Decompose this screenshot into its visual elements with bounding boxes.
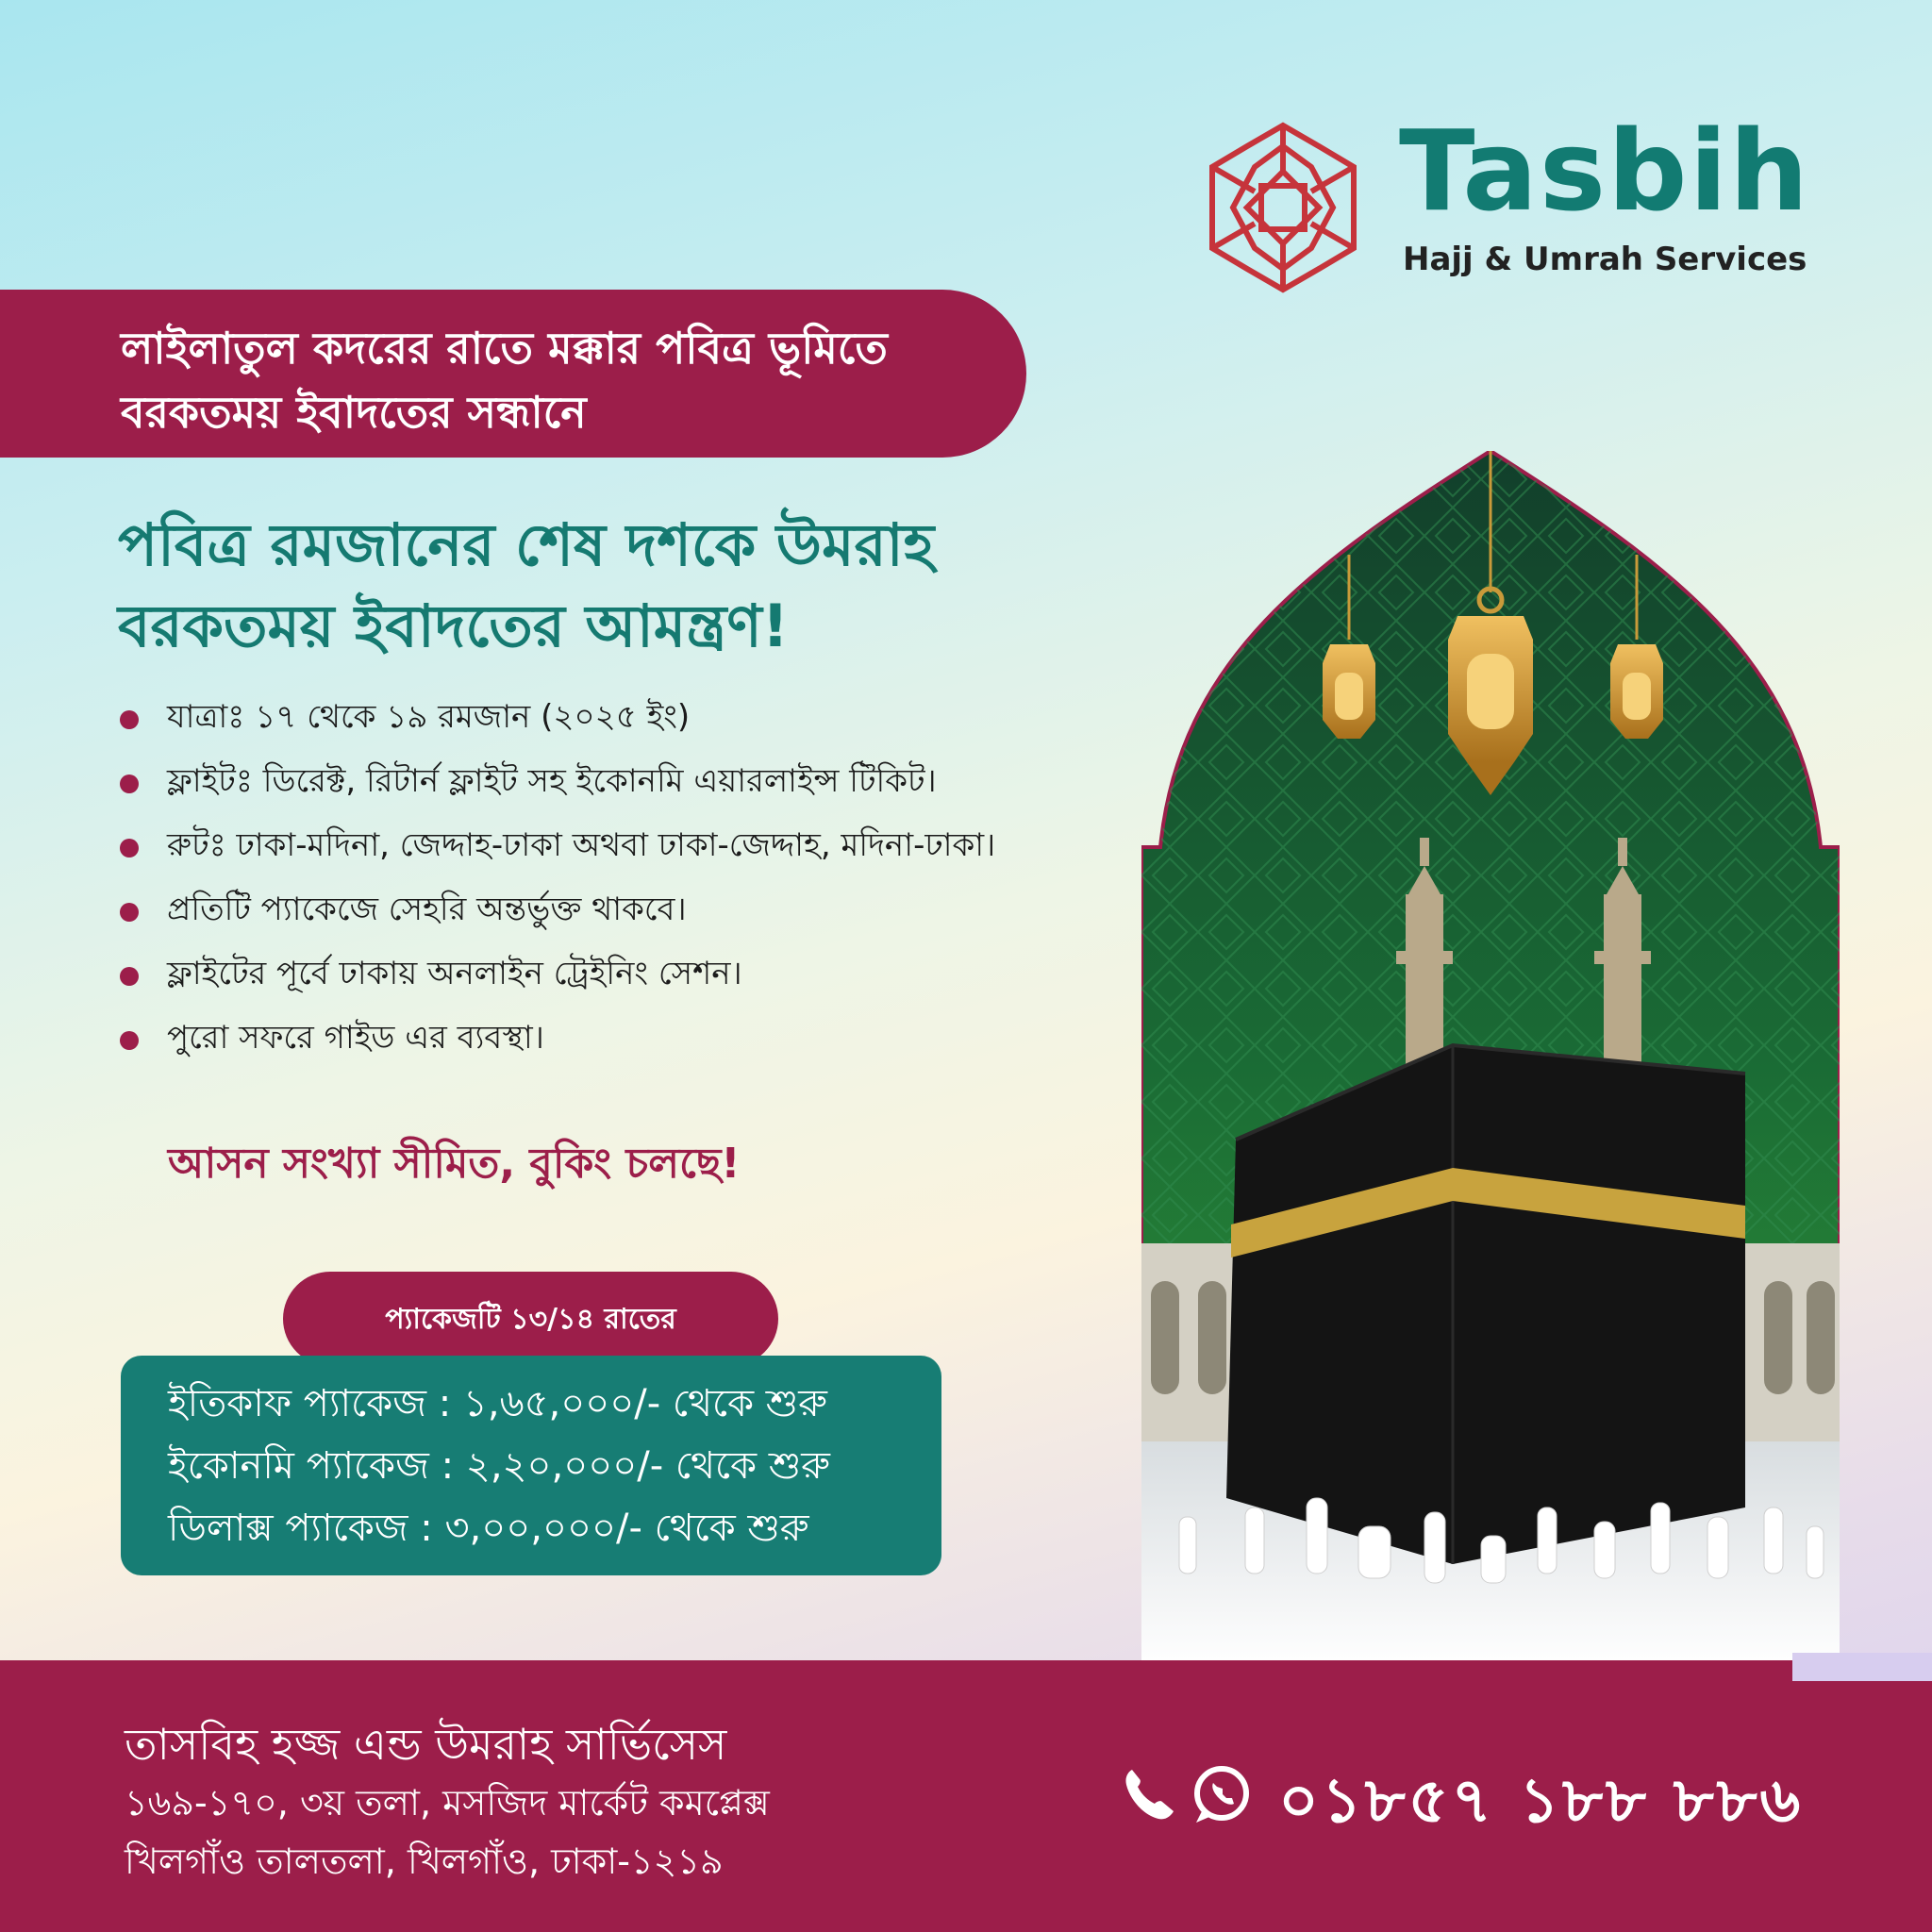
kaaba-icon <box>1226 1045 1745 1564</box>
company-name: তাসবিহ হজ্জ এন্ড উমরাহ সার্ভিসেস <box>125 1719 727 1770</box>
phone-number[interactable]: ০১৮৫৭ ১৮৮ ৮৮৬ <box>1278 1764 1804 1837</box>
brand-tagline: Hajj & Umrah Services <box>1403 241 1807 278</box>
kaaba-arch-image <box>1141 451 1840 1668</box>
package-item: ইকোনমি প্যাকেজ : ২,২০,০০০/- থেকে শুরু <box>168 1444 830 1488</box>
bullet-icon <box>120 903 139 922</box>
address-line-2: খিলগাঁও তালতলা, খিলগাঁও, ঢাকা-১২১৯ <box>125 1840 724 1882</box>
package-item: ইতিকাফ প্যাকেজ : ১,৬৫,০০০/- থেকে শুরু <box>168 1382 827 1425</box>
brand-name: Tasbih <box>1399 106 1811 236</box>
feature-item: ফ্লাইটের পূর্বে ঢাকায় অনলাইন ট্রেইনিং সেশন। <box>118 950 1137 1014</box>
feature-item: ফ্লাইটঃ ডিরেক্ট, রিটার্ন ফ্লাইট সহ ইকোনমি এয়ারলাইন্স টিকিট। <box>118 758 1137 822</box>
phone-icon <box>1123 1766 1175 1823</box>
bullet-icon <box>120 839 139 858</box>
tasbih-logo-icon <box>1193 118 1373 297</box>
brand-logo <box>1193 106 1816 307</box>
headline: পবিত্র রমজানের শেষ দশকে উমরাহ বরকতময় ইবাদতের আমন্ত্রণ! <box>118 510 935 660</box>
package-price-box <box>121 1356 941 1575</box>
package-item: ডিলাক্স প্যাকেজ : ৩,০০,০০০/- থেকে শুরু <box>168 1507 809 1550</box>
feature-item: পুরো সফরে গাইড এর ব্যবস্থা। <box>118 1014 1137 1078</box>
address-line-1: ১৬৯-১৭০, ৩য় তলা, মসজিদ মার্কেট কমপ্লেক্স <box>125 1782 770 1824</box>
top-banner-text: লাইলাতুল কদরের রাতে মক্কার পবিত্র ভূমিতে বরকতময় ইবাদতের সন্ধানে <box>121 323 888 438</box>
package-list <box>168 1373 923 1559</box>
footer-notch <box>1792 1653 1932 1681</box>
bullet-icon <box>120 710 139 729</box>
bullet-icon <box>120 967 139 986</box>
whatsapp-icon <box>1191 1764 1253 1826</box>
package-duration-label: প্যাকেজটি ১৩/১৪ রাতের <box>385 1303 676 1336</box>
limited-seats-notice: আসন সংখ্যা সীমিত, বুকিং চলছে! <box>168 1140 741 1188</box>
top-banner <box>0 290 1026 458</box>
feature-item: প্রতিটি প্যাকেজে সেহরি অন্তর্ভুক্ত থাকবে। <box>118 886 1137 950</box>
feature-list <box>118 693 1137 1078</box>
feature-item: রুটঃ ঢাকা-মদিনা, জেদ্দাহ-ঢাকা অথবা ঢাকা-জেদ্দাহ, মদিনা-ঢাকা। <box>118 822 1137 886</box>
package-duration-tab <box>283 1272 778 1366</box>
feature-item: যাত্রাঃ ১৭ থেকে ১৯ রমজান (২০২৫ ইং) <box>118 693 1137 758</box>
bullet-icon <box>120 1031 139 1050</box>
bullet-icon <box>120 774 139 793</box>
